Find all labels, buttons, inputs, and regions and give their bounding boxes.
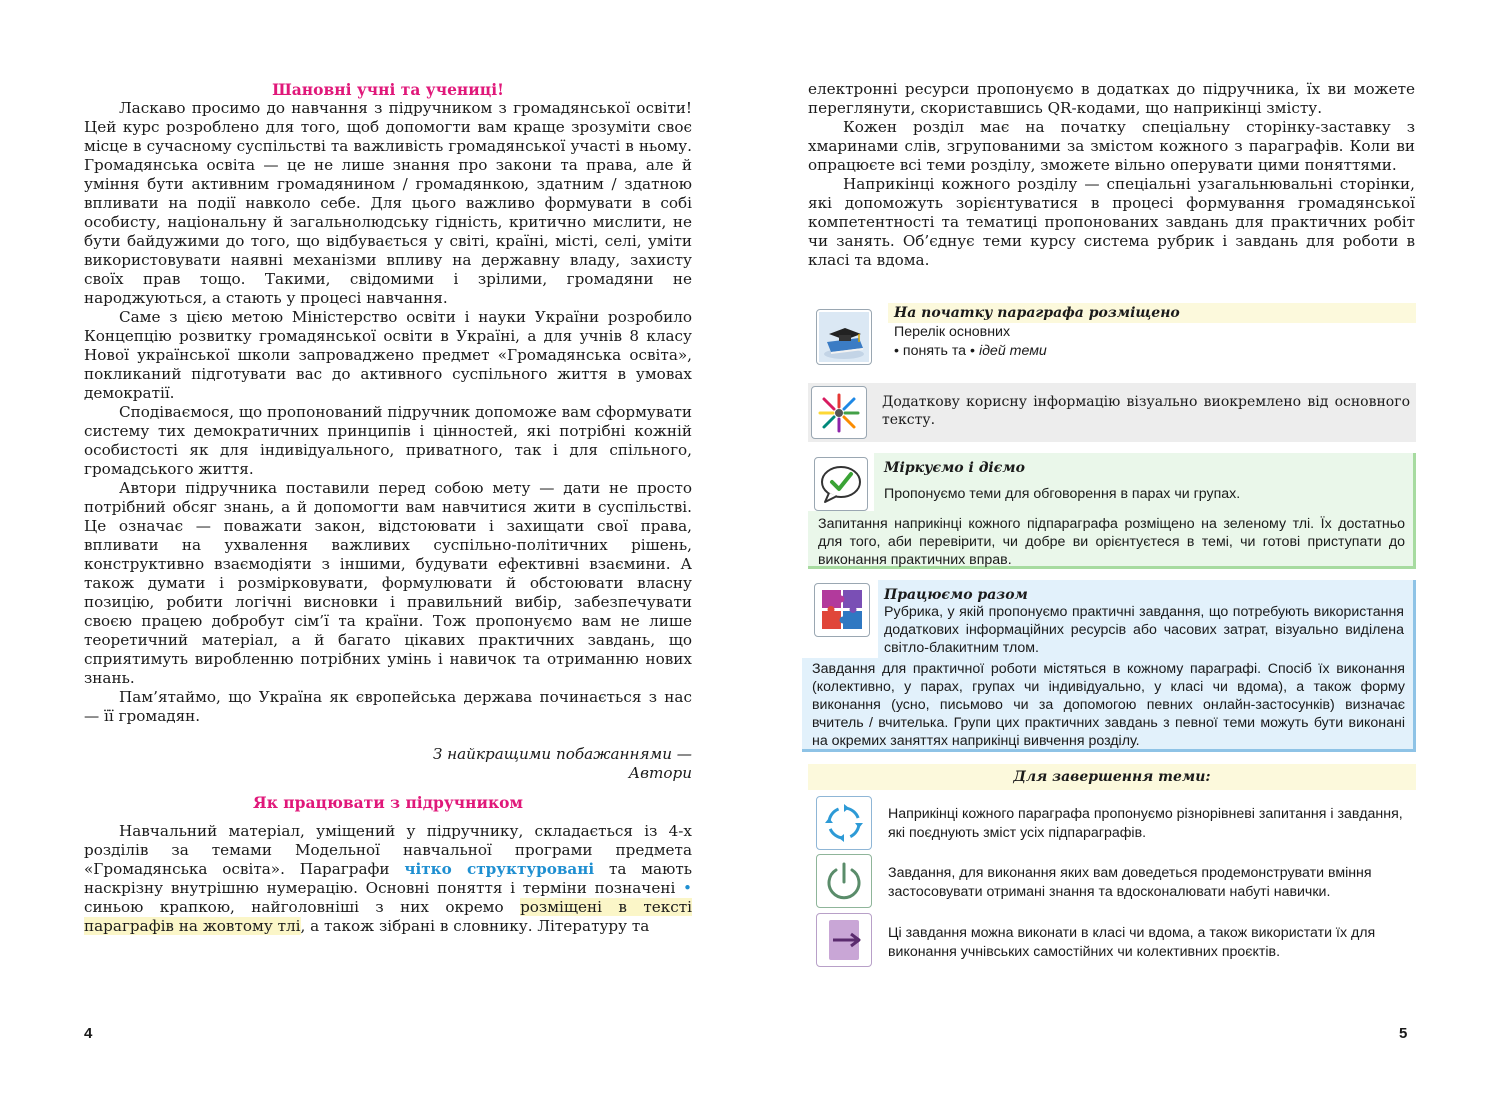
- yellow-highlight-phrase: розміщені в тексті параграфів на жовтому тлі: [84, 898, 692, 935]
- intro-paragraph-4: Автори підручника поставили перед собою мету — дати не просто потрібний обсяг знань, а й допомогти вам навчитися жити в суспільстві. Це означає — поважати закон, відстоювати і захищати свої права, впливати на ухвалення важливих суспільно-політичних рішень, конструктивно взаємодіяти з іншими, будувати ефективні взаємини. А також думати і розмірковувати, формулювати й обстоювати власну позицію, робити логічні висновки і правильний вибір, забезпечувати своєю працею добробут сім’ї та країни. Тож пропонуємо вам не лише теоретичний матеріал, а й багато цікавих практичних завдань, що сприятимуть виробленню потрібних умінь і навичок та отриманню нових знань.: [84, 479, 692, 687]
- end-of-topic-title: Для завершення теми:: [808, 764, 1416, 790]
- end-item-1-text: Наприкінці кожного параграфа пропонуємо різнорівневі запитання і завдання, які поєднують зміст усіх підпараграфів.: [888, 806, 1403, 841]
- signature-authors: Автори: [628, 764, 692, 782]
- how-to-heading: Як працювати з підручником: [253, 793, 523, 812]
- page-number-left: 4: [84, 1025, 93, 1042]
- rubric-paragraph-start: [808, 303, 1416, 367]
- left-column: [84, 80, 692, 936]
- summary-pages-paragraph: Наприкінці кожного розділу — спеціальні узагальнювальні сторінки, які допоможуть зорієнтуватися в процесі формування громадянської компетентності та тематиці пропонованих завдань для практичних робіт чи занять. Об’єднує теми курсу система рубрик і завдань для роботи в класі та вдома.: [808, 175, 1415, 269]
- blue-dot-icon: •: [683, 879, 692, 897]
- intro-paragraph-3: Сподіваємося, що пропонований підручник допоможе вам сформувати систему тих демократичних принципів і цінностей, які потрібні кожній особистості як для індивідуального, приватного, так і для спільного, громадського життя.: [84, 403, 692, 478]
- end-item-3-text: Ці завдання можна виконати в класі чи вдома, а також використати їх для виконання учнівських самостійних чи колективних проєктів.: [888, 925, 1376, 960]
- rubric-think-and-act: [808, 453, 1416, 569]
- box2-text: Додаткову корисну інформацію візуально виокремлено від основного тексту.: [882, 394, 1410, 428]
- exit-arrow-icon: [816, 913, 872, 967]
- box3-lower: Запитання наприкінці кожного підпараграфа розміщено на зеленому тлі. Їх достатньо для того, аби перевірити, чи добре ви орієнтуєтеся в темі, чи готові приступати до виконання практичних вправ.: [808, 511, 1416, 569]
- structured-phrase: чітко структуровані: [404, 860, 595, 878]
- box4-title: Працюємо разом: [884, 587, 1028, 603]
- greeting-heading: Шановні учні та учениці!: [272, 80, 504, 99]
- people-circle-icon: [811, 386, 867, 439]
- box1-title: На початку параграфа розміщено: [894, 305, 1180, 321]
- intro-paragraph-1: Ласкаво просимо до навчання з підручником з громадянської освіти! Цей курс розроблено для того, щоб допомогти вам краще зрозуміти своє місце в сучасному суспільстві та важливість громадянської участі в ньому. Громадянська освіта — це не лише знання про закони та права, але й уміння бути активним громадянином / громадянкою, здатним / здатною впливати на події навколо себе. Для цього важливо формувати в собі особисту, національну й загальнолюдську гідність, критично мислити, не бути байдужими до того, що відбувається у світі, країні, місті, селі, уміти використовувати наявні механізми впливу на державну владу, захисту своїх прав тощо. Такими, свідомими і зрілими, громадяни не народжуються, а стають у процесі навчання.: [84, 99, 692, 307]
- intro-paragraph-5: Пам’ятаймо, що Україна як європейська держава починається з нас — її громадян.: [84, 688, 692, 725]
- right-page: [750, 0, 1500, 1103]
- box1-line2: • понять та • ідей теми: [894, 343, 1047, 359]
- box1-line1: Перелік основних: [894, 324, 1011, 340]
- intro-paragraph-2: Саме з цією метою Міністерство освіти і науки України розробило Концепцію розвитку громадянської освіти в Україні, а для учнів 8 класу Нової української школи запроваджено предмет «Громадянська освіта», покликаний підготувати вас до активного суспільного життя в умовах демократії.: [84, 308, 692, 402]
- cycle-arrows-icon: [816, 796, 872, 850]
- rubric-extra-info: [808, 383, 1416, 442]
- chapter-cover-paragraph: Кожен розділ має на початку спеціальну сторінку-заставку з хмаринами слів, згрупованими за змістом кожного з параграфів. Коли ви опрацюєте всі теми розділу, зможете вільно оперувати цими поняттями.: [808, 118, 1415, 174]
- power-icon: [816, 854, 872, 908]
- box3-line1: Пропонуємо теми для обговорення в парах чи групах.: [884, 486, 1241, 502]
- box1-title-bar: [888, 303, 1416, 323]
- page-number-right: 5: [1399, 1025, 1408, 1042]
- box4-upper: Рубрика, у якій пропонуємо практичні завдання, що потребують використання додаткових інформаційних ресурсів або часових затрат, візуально виділена світло-блакитним тлом.: [884, 604, 1404, 656]
- rubric-work-together: [802, 580, 1416, 752]
- how-to-paragraph: Навчальний матеріал, уміщений у підручнику, складається із 4-х розділів за темами Модельної навчальної програми предмета «Громадянська освіта». Параграфи чітко структуровані та мають наскрізну внутрішню нумерацію. Основні поняття і терміни позначені • синьою крапкою, найголовніші з них окремо розміщені в тексті параграфів на жовтому тлі, а також зібрані в словнику. Літературу та: [84, 822, 692, 935]
- box3-title: Міркуємо і діємо: [884, 460, 1025, 476]
- resources-paragraph: електронні ресурси пропонуємо в додатках до підручника, їх ви можете переглянути, скориставшись QR-кодами, що наприкінці змісту.: [808, 80, 1415, 117]
- box4-lower: Завдання для практичної роботи містяться в кожному параграфі. Спосіб їх виконання (колективно, у парах, групах чи індивідуально, у класі чи вдома), а також форму виконання (усно, письмово чи за допомогою певних онлайн-застосунків) визначає вчитель / вчителька. Групи цих практичних завдань з певної теми можуть бути виконані на окремих заняттях наприкінці вивчення розділу.: [802, 658, 1416, 752]
- puzzle-icon: [814, 583, 870, 637]
- right-column: [808, 80, 1415, 270]
- end-item-2-text: Завдання, для виконання яких вам доведеться продемонструвати вміння застосовувати отримані знання та вдосконалювати набуті навички.: [888, 865, 1372, 900]
- signature-wishes: З найкращими побажаннями —: [432, 745, 692, 763]
- book-graduation-icon: [816, 309, 872, 365]
- speech-check-icon: [814, 457, 868, 511]
